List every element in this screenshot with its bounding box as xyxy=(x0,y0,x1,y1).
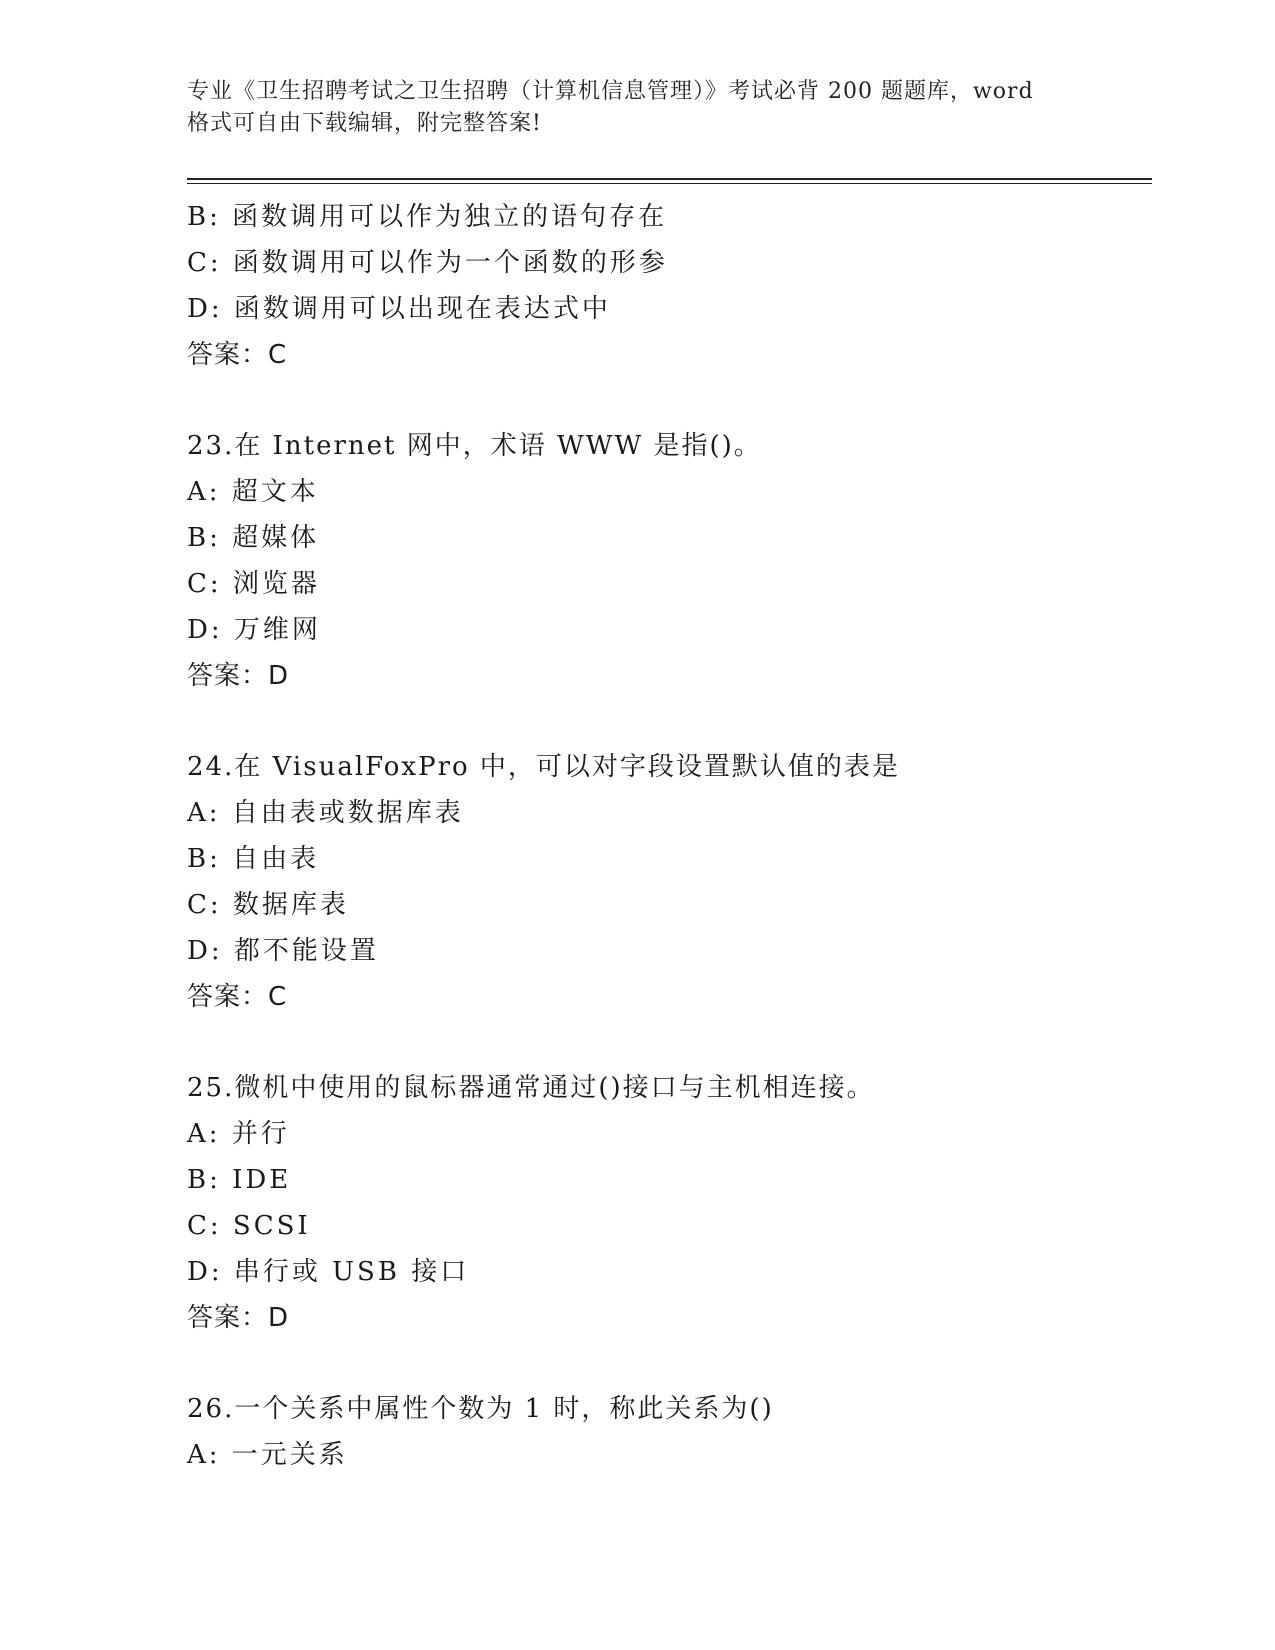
option-b: B: 自由表 xyxy=(187,844,320,874)
option-b: B: 超媒体 xyxy=(187,523,320,553)
option-a: A: 并行 xyxy=(187,1119,290,1149)
option-d: D: 万维网 xyxy=(187,615,321,645)
header-divider-thin xyxy=(187,183,1152,184)
option-b: B: IDE xyxy=(187,1165,292,1195)
option-b: B: 函数调用可以作为独立的语句存在 xyxy=(187,202,668,232)
question-block-25 xyxy=(187,1065,1167,1341)
option-d: D: 都不能设置 xyxy=(187,936,379,966)
document-header xyxy=(187,76,1087,140)
answer-line: 答案：C xyxy=(187,982,288,1012)
header-divider xyxy=(187,178,1152,180)
question-block-24 xyxy=(187,744,1167,1020)
option-a: A: 超文本 xyxy=(187,477,319,507)
answer-line: 答案：C xyxy=(187,340,288,370)
question-list xyxy=(187,194,1167,1478)
option-c: C: 函数调用可以作为一个函数的形参 xyxy=(187,248,668,278)
question-block-23 xyxy=(187,423,1167,699)
answer-line: 答案：D xyxy=(187,1303,290,1333)
option-c: C: SCSI xyxy=(187,1211,311,1241)
header-line-1: 专业《卫生招聘考试之卫生招聘（计算机信息管理）》考试必背 200 题题库，word xyxy=(187,79,1034,104)
question-title: 23.在 Internet 网中，术语 WWW 是指()。 xyxy=(187,431,762,461)
question-title: 24.在 VisualFoxPro 中，可以对字段设置默认值的表是 xyxy=(187,752,900,782)
question-title: 26.一个关系中属性个数为 1 时，称此关系为() xyxy=(187,1394,774,1424)
header-line-2: 格式可自由下载编辑，附完整答案! xyxy=(187,111,542,136)
option-d: D: 串行或 USB 接口 xyxy=(187,1257,470,1287)
question-title: 25.微机中使用的鼠标器通常通过()接口与主机相连接。 xyxy=(187,1073,875,1103)
option-c: C: 浏览器 xyxy=(187,569,320,599)
question-block-26 xyxy=(187,1386,1167,1478)
option-a: A: 一元关系 xyxy=(187,1440,348,1470)
answer-line: 答案：D xyxy=(187,661,290,691)
option-c: C: 数据库表 xyxy=(187,890,349,920)
option-d: D: 函数调用可以出现在表达式中 xyxy=(187,294,611,324)
question-block-22 xyxy=(187,194,1167,378)
option-a: A: 自由表或数据库表 xyxy=(187,798,464,828)
